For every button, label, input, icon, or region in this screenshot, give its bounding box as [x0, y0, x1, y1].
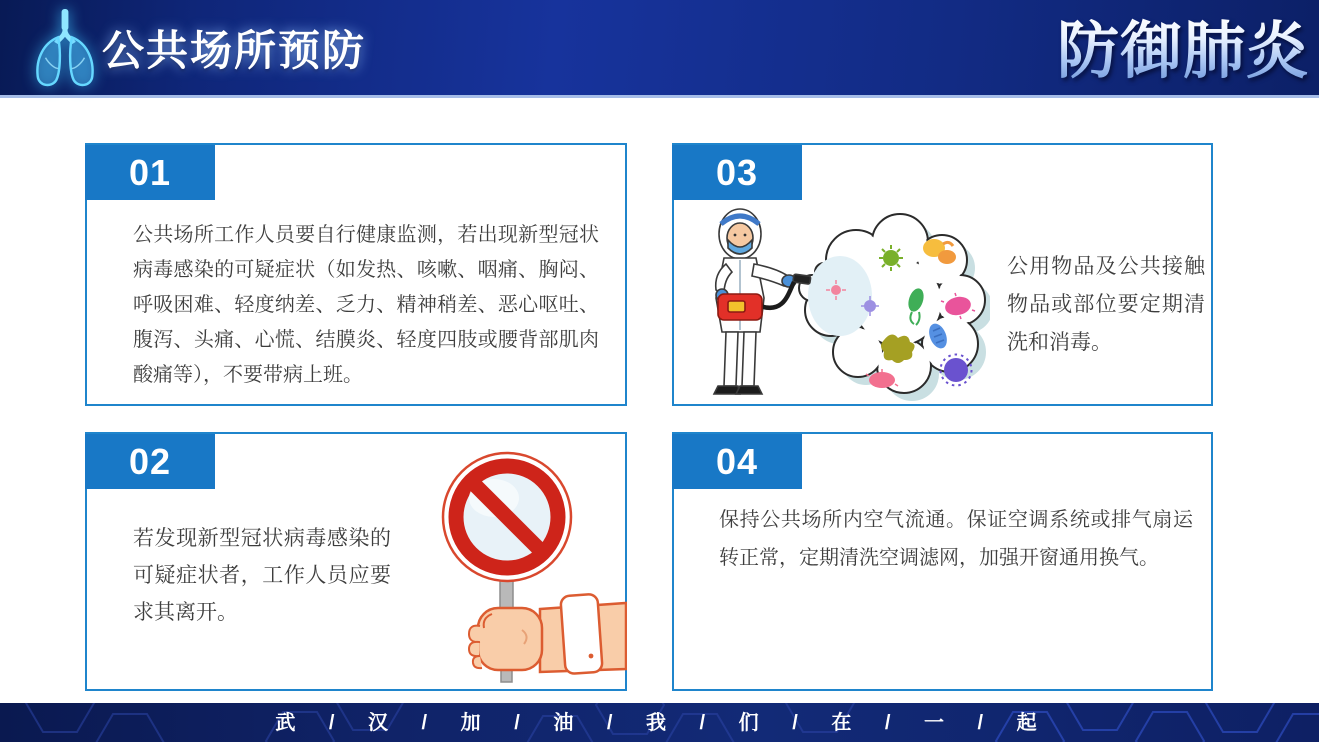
card-number-badge: 01: [85, 145, 215, 200]
disinfection-spray-illustration: [688, 202, 990, 402]
brand-title: 防御肺炎: [1057, 6, 1309, 95]
footer-bar: [0, 703, 1319, 742]
card-number-badge: 02: [85, 434, 215, 489]
card-text: 若发现新型冠状病毒感染的可疑症状者，工作人员应要求其离开。: [133, 527, 391, 624]
card-number-badge: 03: [672, 145, 802, 200]
footer-slogan: 武 / 汉 / 加 / 油 / 我 / 们 / 在 / 一 / 起: [275, 712, 1044, 734]
card-01: [85, 143, 627, 406]
card-text: 公共场所工作人员要自行健康监测，若出现新型冠状病毒感染的可疑症状（如发热、咳嗽、咽痛、胸闷、呼吸困难、轻度纳差、乏力、精神稍差、恶心呕吐、腹泻、头痛、心慌、结膜炎、轻度四肢或腰背部肌肉酸痛等），不要带病上班。: [133, 224, 599, 386]
header-bar: [0, 0, 1319, 98]
shirt-cuff: [560, 594, 602, 674]
card-02: [85, 432, 627, 691]
card-text: 公用物品及公共接触物品或部位要定期清洗和消毒。: [1007, 255, 1205, 354]
page-title: 公共场所预防: [102, 27, 367, 74]
no-entry-sign-illustration: [422, 442, 627, 684]
card-03: [672, 143, 1213, 406]
lung-icon: [26, 4, 104, 92]
card-text: 保持公共场所内空气流通。保证空调系统或排气扇运转正常，定期清洗空调滤网，加强开窗通用换气。: [719, 509, 1193, 569]
card-04: [672, 432, 1213, 691]
card-number-badge: 04: [672, 434, 802, 489]
sign-pole: [500, 579, 513, 610]
worker-figure: [714, 209, 811, 394]
